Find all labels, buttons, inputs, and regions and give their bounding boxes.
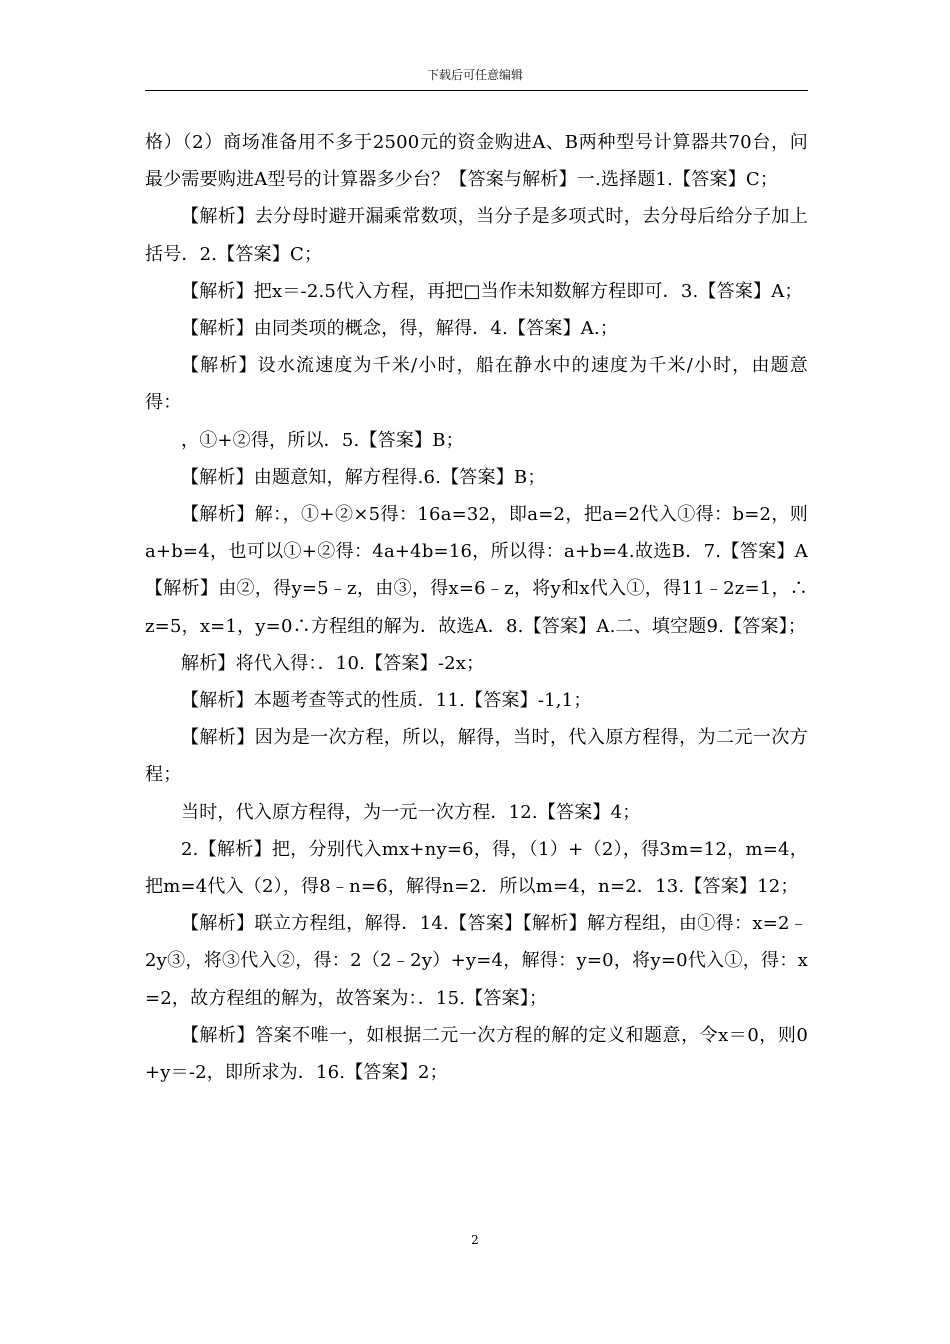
paragraph: 当时，代入原方程得，为一元一次方程．12.【答案】4； [181, 801, 641, 823]
page-header: 下载后可任意编辑 [426, 68, 523, 82]
paragraph: 解析】将代入得：．10.【答案】-2x； [181, 652, 485, 674]
paragraph: 【解析】设水流速度为千米/小时，船在静水中的速度为千米/小时，由题意得： [145, 355, 808, 414]
paragraph: 【解析】答案不唯一，如根据二元一次方程的解的定义和题意，令x＝0，则0+y＝-2，即所求为．16.【答案】2； [145, 1024, 808, 1084]
paragraph: 【解析】本题考查等式的性质．11.【答案】-1,1； [181, 690, 592, 712]
document-body [145, 124, 808, 1091]
page-number: 2 [471, 1233, 479, 1247]
paragraph: 【解析】去分母时避开漏乘常数项，当分子是多项式时，去分母后给分子加上括号．2.【答案】C； [145, 206, 808, 265]
paragraph: 2.【解析】把，分别代入mx+ny=6，得，（1）+（2），得3m=12，m=4，把m=4代入（2），得8﹣n=6，解得n=2．所以m=4，n=2．13.【答案】12； [145, 838, 808, 898]
paragraph: 【解析】解：，①+②×5得：16a=32，即a=2，把a=2代入①得：b=2，则a+b=4，也可以①+②得：4a+4b=16，所以得：a+b=4.故选B．7.【答案】A【解析】由②，得y=5﹣z，由③，得x=6﹣z，将y和x代入①，得11﹣2z=1，∴z=5，x=1，y=0∴方程组的解为．故选A．8.【答案】A.二、填空题9.【答案】； [145, 504, 808, 637]
paragraph: ，①+②得，所以．5.【答案】B； [181, 429, 464, 451]
paragraph: 【解析】把x＝-2.5代入方程，再把□当作未知数解方程即可．3.【答案】A； [181, 280, 803, 302]
paragraph: 格）（2）商场准备用不多于2500元的资金购进A、B两种型号计算器共70台，问最少需要购进A型号的计算器多少台？【答案与解析】一.选择题1.【答案】C； [145, 132, 808, 191]
header-divider [145, 90, 808, 91]
paragraph: 【解析】因为是一次方程，所以，解得，当时，代入原方程得，为二元一次方程； [145, 727, 808, 786]
paragraph: 【解析】由同类项的概念，得，解得．4.【答案】A.； [181, 318, 619, 340]
paragraph: 【解析】联立方程组，解得．14.【答案】【解析】解方程组，由①得：x=2﹣2y③，将③代入②，得：2（2﹣2y）+y=4，解得：y=0，将y=0代入①，得：x=2，故方程组的解为，故答案为：．15.【答案】； [145, 913, 808, 1009]
paragraph: 【解析】由题意知，解方程得.6.【答案】B； [181, 466, 546, 488]
